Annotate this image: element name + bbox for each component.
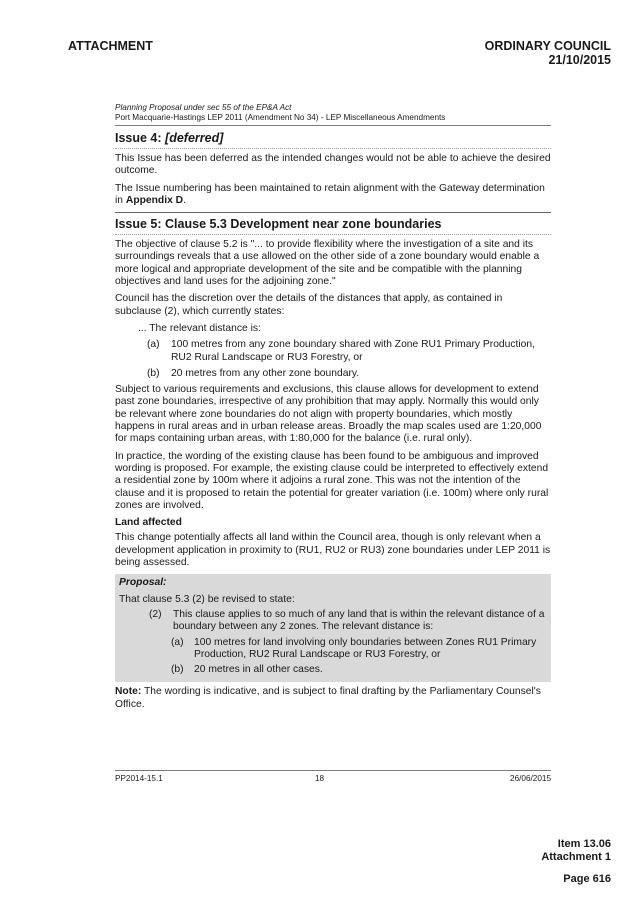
attachment-number: Attachment 1: [541, 851, 611, 863]
quote-intro: ... The relevant distance is:: [138, 322, 261, 334]
issue4-title-prefix: Issue 4:: [115, 131, 162, 145]
doc-footer: [115, 770, 551, 783]
land-affected-text: This change potentially affects all land within the Council area, though is only relevant when a development application in proximity to (RU1, RU2 or RU3) zone boundaries under LEP 2011 is being assessed.: [115, 532, 551, 569]
proposal-sub-b-text: 20 metres in all other cases.: [194, 664, 323, 676]
footer-date: 26/06/2015: [510, 774, 551, 783]
meeting-date: 21/10/2015: [548, 53, 611, 67]
quote-item-a-label: (a): [147, 339, 160, 351]
note-text: The wording is indicative, and is subject to final drafting by the Parliamentary Counsel's Office.: [115, 686, 541, 710]
footer-page-number: 18: [315, 774, 325, 783]
note-label: Note:: [115, 686, 142, 698]
quote-item-b-text: 20 metres from any other zone boundary.: [171, 367, 360, 379]
quote-item-a: [115, 339, 551, 364]
doc-header-line1: Planning Proposal under sec 55 of the EP&A Act: [115, 103, 292, 112]
issue4-title-status: [deferred]: [165, 131, 224, 145]
proposal-item-2-text: This clause applies to so much of any land that is within the relevant distance of a boundary between any 2 zones. The relevant distance is:: [173, 608, 545, 633]
doc-header-line2: Port Macquarie-Hastings LEP 2011 (Amendment No 34) - LEP Miscellaneous Amendments: [115, 113, 446, 122]
drafting-note: [115, 686, 551, 711]
issue5-top-rule: [115, 212, 551, 213]
issue4-paragraph-2: [115, 183, 551, 208]
proposal-intro: That clause 5.3 (2) be revised to state:: [119, 593, 295, 605]
issue5-paragraph-2: Council has the discretion over the details of the distances that apply, as contained in subclause (2), which currently states:: [115, 293, 503, 317]
issue4-title: [115, 131, 551, 146]
land-affected-heading: Land affected: [115, 517, 182, 529]
issue5-paragraph-4: In practice, the wording of the existing clause has been found to be ambiguous and improved wording is proposed. For example, the existing clause could be interpreted to effectively extend a residential zone by 100m where it adjoins a rural zone. This was not the intention of the clause and it is proposed to retain the potential for greater variation (i.e. 100m) where only rural zones are involved.: [115, 450, 549, 511]
issue5-divider: [115, 234, 551, 235]
proposal-sub-a-label: (a): [171, 636, 184, 648]
proposal-sub-b: [119, 664, 547, 676]
proposal-sub-a-text: 100 metres for land involving only boundaries between Zones RU1 Primary Production, RU2 Rural Landscape or RU3 Forestry, or: [194, 636, 537, 660]
attachment-footer: [541, 838, 611, 886]
issue5-paragraph-1: The objective of clause 5.2 is "... to provide flexibility where the investigation of a site and its surroundings reveals that a use allowed on the other side of a zone boundary would enable a more logical and appropriate development of the site and be compatible with the planning objectives and land uses for the adjoining zone.": [115, 239, 540, 288]
issue4-paragraph-1: This Issue has been deferred as the intended changes would not be able to achieve the desired outcome.: [115, 153, 551, 177]
issue4-p2-text: The Issue numbering has been maintained to retain alignment with the Gateway determination in: [115, 182, 545, 206]
quote-item-b: [115, 368, 551, 380]
issue4-p2-bold: Appendix D: [125, 194, 184, 206]
issue5-paragraph-3: Subject to various requirements and exclusions, this clause allows for development to extend past zone boundaries, irrespective of any prohibition that may apply. Normally this would only be relevant where zone boundaries do not align with property boundaries, which mostly happens in rural areas and in urban release areas. Broadly the map scales used are 1:20,000 for maps containing urban areas, with 1:80,000 for the balance (i.e. rural only).: [115, 384, 542, 445]
issue5-title: Issue 5: Clause 5.3 Development near zone boundaries: [115, 217, 442, 232]
proposal-item-2: [119, 609, 547, 634]
meeting-header: [485, 39, 611, 67]
item-number: Item 13.06: [557, 838, 611, 850]
attachment-label: ATTACHMENT: [68, 39, 153, 53]
quote-item-b-label: (b): [147, 367, 160, 379]
doc-header-rule: [115, 125, 551, 126]
agenda-page-number: Page 616: [563, 873, 611, 885]
quote-item-a-text: 100 metres from any zone boundary shared with Zone RU1 Primary Production, RU2 Rural Landscape or RU3 Forestry, or: [171, 339, 535, 363]
issue4-divider: [115, 148, 551, 149]
proposal-sub-b-label: (b): [171, 664, 184, 676]
issue4-p2-end: .: [183, 194, 186, 206]
proposal-title: Proposal:: [119, 577, 167, 589]
meeting-name: ORDINARY COUNCIL: [484, 39, 611, 53]
proposal-box: [115, 574, 551, 682]
footer-ref: PP2014-15.1: [115, 774, 163, 783]
document-body: [115, 103, 551, 716]
proposal-sub-a: [119, 637, 547, 662]
proposal-item-2-label: (2): [149, 608, 162, 620]
